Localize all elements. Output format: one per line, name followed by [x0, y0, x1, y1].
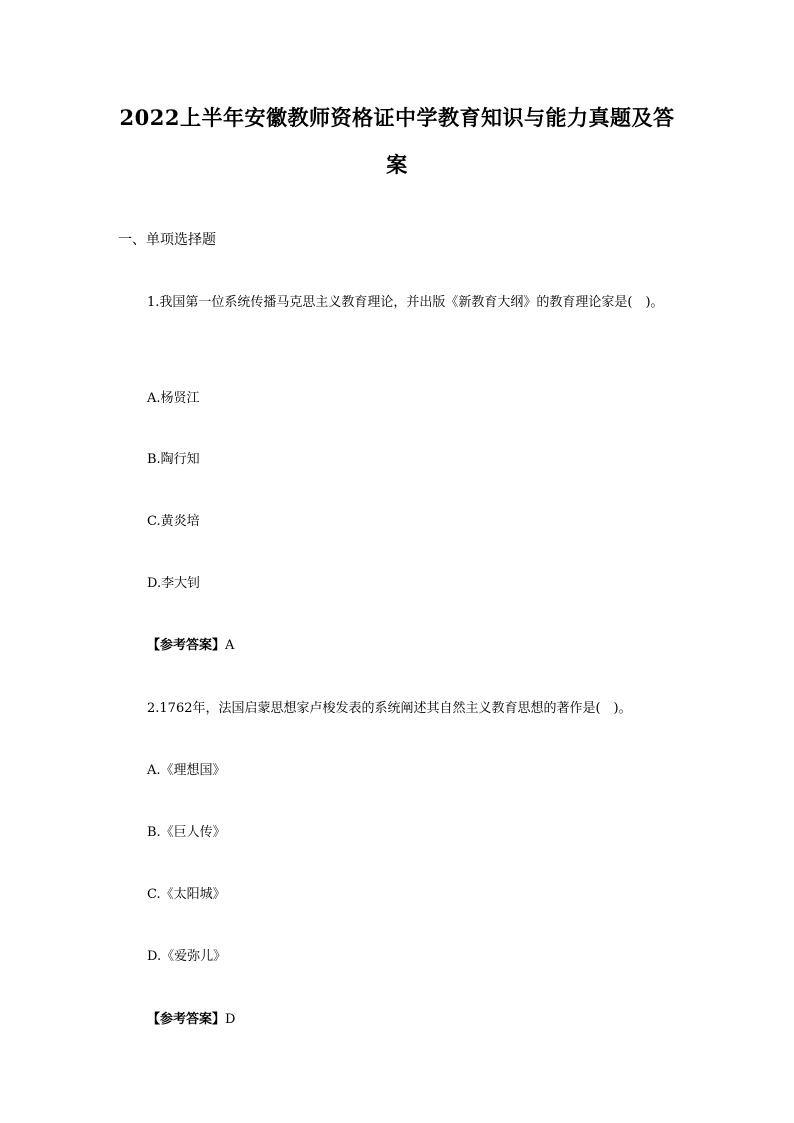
question-2-answer-value: D [225, 1012, 236, 1027]
document-title-line-2: 案 [386, 152, 408, 177]
section-heading: 一、单项选择题 [118, 232, 216, 248]
question-1-answer-value: A [225, 638, 235, 653]
question-2-option-b: B.《巨人传》 [147, 825, 226, 840]
question-2-option-d: D.《爱弥儿》 [147, 949, 227, 964]
question-1-answer-label: 【参考答案】 [147, 638, 226, 653]
document-title-line-1: 2022上半年安徽教师资格证中学教育知识与能力真题及答 [119, 105, 675, 130]
question-2-stem: 2.1762年，法国启蒙思想家卢梭发表的系统阐述其自然主义教育思想的著作是( )。 [147, 701, 632, 716]
question-2-answer [147, 1008, 235, 1027]
question-1-answer [147, 634, 234, 653]
question-1-stem: 1.我国第一位系统传播马克思主义教育理论，并出版《新教育大纲》的教育理论家是( )。 [147, 295, 664, 310]
question-2-option-c: C.《太阳城》 [147, 887, 226, 902]
question-1-option-c: C.黄炎培 [147, 514, 200, 529]
question-2-answer-label: 【参考答案】 [147, 1012, 226, 1027]
question-1-option-b: B.陶行知 [147, 452, 200, 467]
question-2-option-a: A.《理想国》 [147, 763, 226, 778]
question-1-option-d: D.李大钊 [147, 576, 201, 591]
question-1-option-a: A.杨贤江 [147, 391, 200, 406]
